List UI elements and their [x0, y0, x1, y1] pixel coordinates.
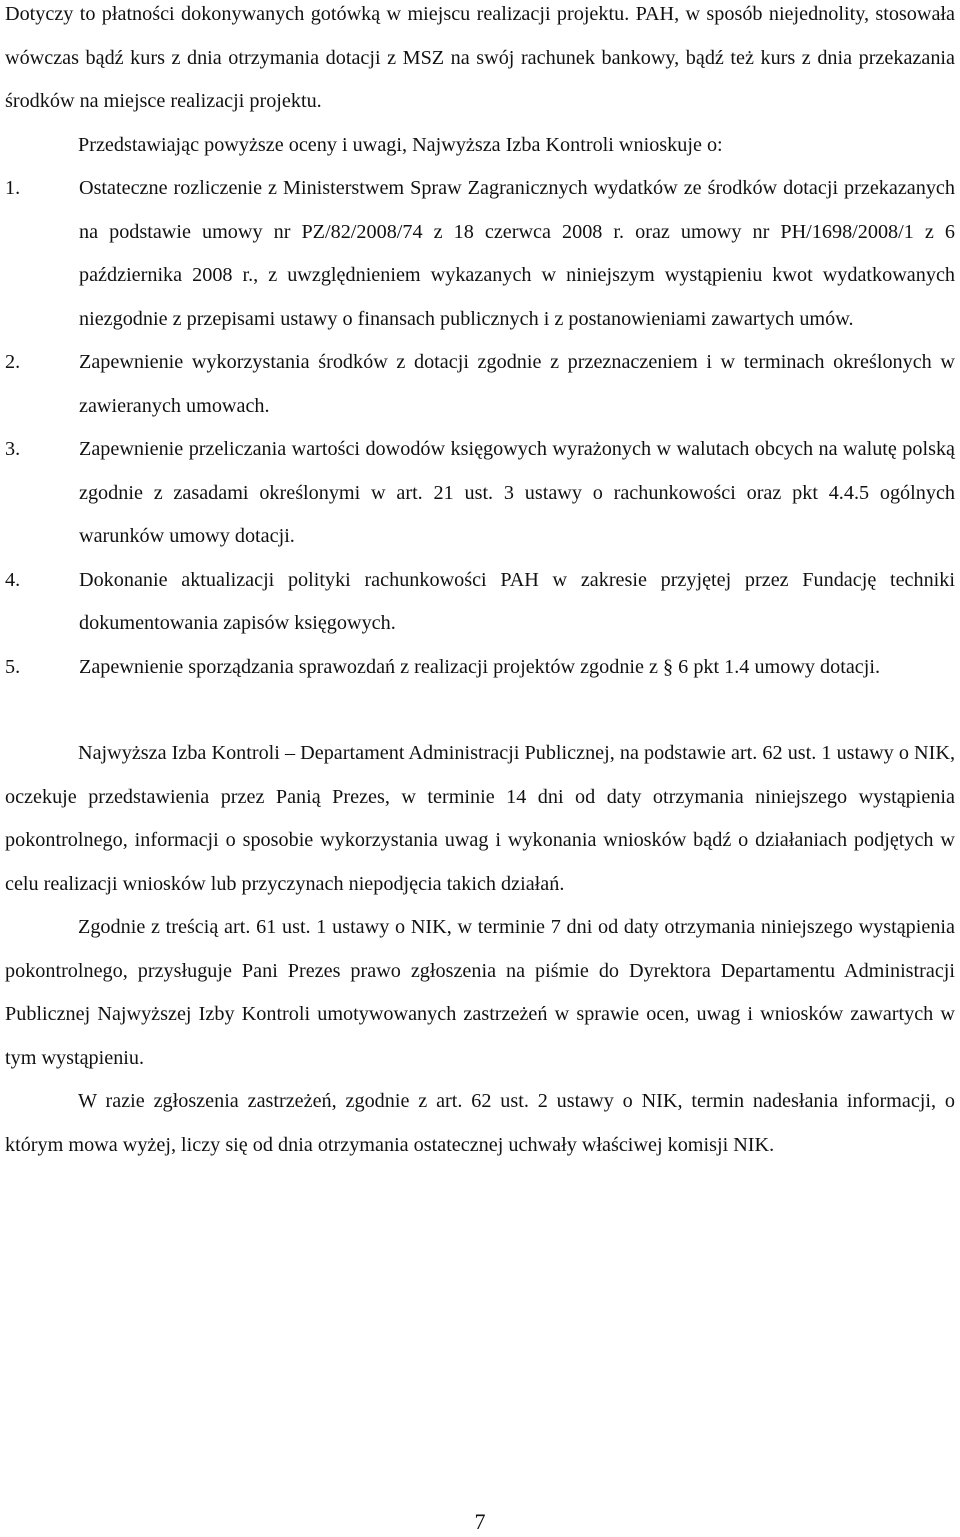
document-body	[5, 0, 955, 1167]
page-number: 7	[474, 1509, 486, 1534]
paragraph-spacer	[5, 689, 955, 732]
conclusion-number: 4.	[5, 568, 21, 591]
conclusion-item	[5, 428, 955, 559]
conclusion-text: Zapewnienie sporządzania sprawozdań z realizacji projektów zgodnie z § 6 pkt 1.4 umowy dotacji.	[79, 655, 881, 678]
conclusion-item	[5, 167, 955, 341]
conclusion-text: Dokonanie aktualizacji polityki rachunkowości PAH w zakresie przyjętej przez Fundację techniki dokumentowania zapisów księgowych.	[79, 568, 955, 634]
conclusion-item	[5, 341, 955, 428]
conclusion-number: 2.	[5, 351, 21, 373]
conclusion-item	[5, 646, 955, 690]
conclusion-text: Zapewnienie przeliczania wartości dowodów księgowych wyrażonych w walutach obcych na walutę polską zgodnie z zasadami określonymi w art. 21 ust. 3 ustawy o rachunkowości oraz pkt 4.4.5 ogólnych warunków umowy dotacji.	[79, 438, 955, 547]
intro-paragraph: Dotyczy to płatności dokonywanych gotówką w miejscu realizacji projektu. PAH, w sposób niejednolity, stosowała wówczas bądź kurs z dnia otrzymania dotacji z MSZ na swój rachunek bankowy, bądź też kurs z dnia przekazania środków na miejsce realizacji projektu.	[5, 3, 955, 112]
conclusion-number: 1.	[5, 177, 21, 199]
conclusion-number: 3.	[5, 438, 21, 460]
closing-paragraph-expectation: Najwyższa Izba Kontroli – Departament Administracji Publicznej, na podstawie art. 62 ust. 1 ustawy o NIK, oczekuje przedstawienia przez Panią Prezes, w terminie 14 dni od daty otrzymania niniejszego wystąpienia pokontrolnego, informacji o sposobie wykorzystania uwag i wykonania wniosków bądź o działaniach podjętych w celu realizacji wniosków lub przyczynach niepodjęcia takich działań.	[5, 742, 955, 895]
closing-paragraph-deadline: W razie zgłoszenia zastrzeżeń, zgodnie z art. 62 ust. 2 ustawy o NIK, termin nadesłania informacji, o którym mowa wyżej, liczy się od dnia otrzymania ostatecznej uchwały właściwej komisji NIK.	[5, 1090, 955, 1156]
conclusion-number: 5.	[5, 655, 21, 678]
closing-paragraph-objections: Zgodnie z treścią art. 61 ust. 1 ustawy o NIK, w terminie 7 dni od daty otrzymania niniejszego wystąpienia pokontrolnego, przysługuje Pani Prezes prawo zgłoszenia na piśmie do Dyrektora Departamentu Administracji Publicznej Najwyższej Izby Kontroli umotywowanych zastrzeżeń w sprawie ocen, uwag i wniosków zawartych w tym wystąpieniu.	[5, 916, 955, 1069]
conclusions-list	[5, 167, 955, 689]
conclusion-text: Zapewnienie wykorzystania środków z dotacji zgodnie z przeznaczeniem i w terminach określonych w zawieranych umowach.	[79, 351, 955, 417]
conclusions-intro: Przedstawiając powyższe oceny i uwagi, Najwyższa Izba Kontroli wnioskuje o:	[78, 133, 723, 156]
conclusion-item	[5, 559, 955, 646]
conclusion-text: Ostateczne rozliczenie z Ministerstwem Spraw Zagranicznych wydatków ze środków dotacji przekazanych na podstawie umowy nr PZ/82/2008/74 z 18 czerwca 2008 r. oraz umowy nr PH/1698/2008/1 z 6 października 2008 r., z uwzględnieniem wykazanych w niniejszym wystąpieniu kwot wydatkowanych niezgodnie z przepisami ustawy o finansach publicznych i z postanowieniami zawartych umów.	[79, 177, 955, 330]
